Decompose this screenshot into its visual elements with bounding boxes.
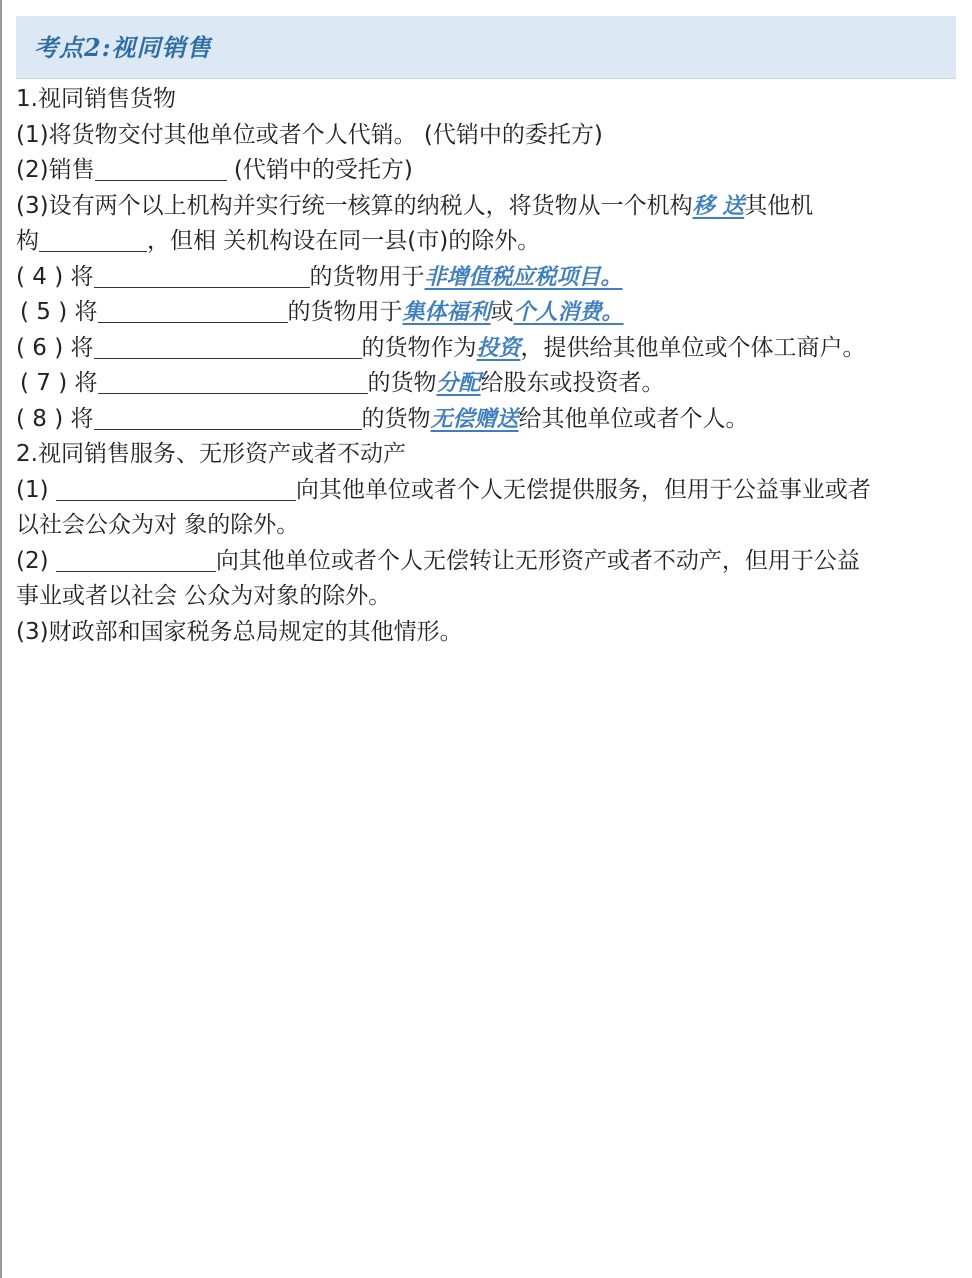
- section1-item3-line2: [16, 224, 946, 260]
- item5-prefix: ( 5 ) 将: [20, 299, 98, 325]
- item4-mid: 的货物用于: [309, 263, 425, 290]
- item8-mid: 的货物: [361, 405, 431, 432]
- fill-blank: [95, 156, 227, 181]
- answer-text: 集体福利: [402, 299, 491, 325]
- section1-item3-line1: [16, 189, 946, 225]
- section1-item1: (1)将货物交付其他单位或者个人代销。 (代销中的委托方): [16, 121, 603, 148]
- item3-text: 其他机: [744, 192, 814, 219]
- section-header: [16, 16, 956, 79]
- section2-heading: 2.视同销售服务、无形资产或者不动产: [16, 441, 406, 467]
- fill-blank: [56, 547, 216, 572]
- section2-item2-line1: [16, 544, 946, 580]
- answer-text: 投资: [476, 334, 521, 361]
- item8-prefix: ( 8 ) 将: [16, 405, 94, 432]
- answer-text: 非增值税应税项目。: [424, 263, 623, 290]
- item6-suffix: ，提供给其他单位或个体工商户。: [520, 334, 866, 361]
- section1-item2: [16, 153, 946, 189]
- item3-text: 构: [16, 228, 39, 254]
- fill-blank: [94, 405, 362, 430]
- section-title: 考点2:视同销售: [34, 33, 212, 62]
- item5-mid: 的货物用于: [287, 299, 403, 325]
- item4-prefix: ( 4 ) 将: [16, 263, 94, 290]
- item8-suffix: 给其他单位或者个人。: [518, 405, 749, 432]
- section1-item5: [16, 295, 946, 331]
- item7-prefix: ( 7 ) 将: [20, 370, 98, 396]
- section2-item2-line2: 事业或者以社会 公众为对象的除外。: [16, 583, 392, 609]
- fill-blank: [56, 476, 296, 501]
- item6-mid: 的货物作为: [361, 334, 477, 361]
- section1-item8: [16, 402, 946, 438]
- s2-item1-text: 向其他单位或者个人无偿提供服务，但用于公益事业或者: [295, 476, 871, 503]
- answer-text: 个人消费。: [513, 299, 624, 325]
- page-left-border: [0, 0, 2, 1278]
- answer-text: 移 送: [692, 192, 745, 219]
- item5-or: 或: [490, 299, 514, 325]
- section1-item7: [16, 366, 946, 402]
- section1-item6: [16, 331, 946, 367]
- s2-item2-prefix: (2): [16, 547, 56, 574]
- item7-mid: 的货物: [367, 370, 437, 396]
- item3-text: (3)设有两个以上机构并实行统一核算的纳税人，将货物从一个机构: [16, 192, 693, 219]
- section1-heading: 1.视同销售货物: [16, 86, 176, 112]
- section1-item4: [16, 260, 946, 296]
- item2-suffix: (代销中的受托方): [226, 157, 413, 183]
- item7-suffix: 给股东或投资者。: [480, 370, 665, 396]
- document-body: [16, 82, 946, 650]
- fill-blank: [98, 369, 368, 394]
- section2-item1-line1: [16, 473, 946, 509]
- item2-prefix: (2)销售: [16, 157, 95, 183]
- item3-text: ，但相 关机构设在同一县(市)的除外。: [147, 228, 541, 254]
- fill-blank: [39, 227, 147, 252]
- fill-blank: [94, 334, 362, 359]
- section2-item1-line2: 以社会公众为对 象的除外。: [16, 512, 300, 538]
- section2-item3: (3)财政部和国家税务总局规定的其他情形。: [16, 618, 463, 645]
- fill-blank: [98, 298, 288, 323]
- answer-text: 无偿赠送: [430, 405, 519, 432]
- fill-blank: [94, 263, 310, 288]
- s2-item2-text: 向其他单位或者个人无偿转让无形资产或者不动产，但用于公益: [215, 547, 860, 574]
- s2-item1-prefix: (1): [16, 476, 56, 503]
- answer-text: 分配: [436, 370, 481, 396]
- item6-prefix: ( 6 ) 将: [16, 334, 94, 361]
